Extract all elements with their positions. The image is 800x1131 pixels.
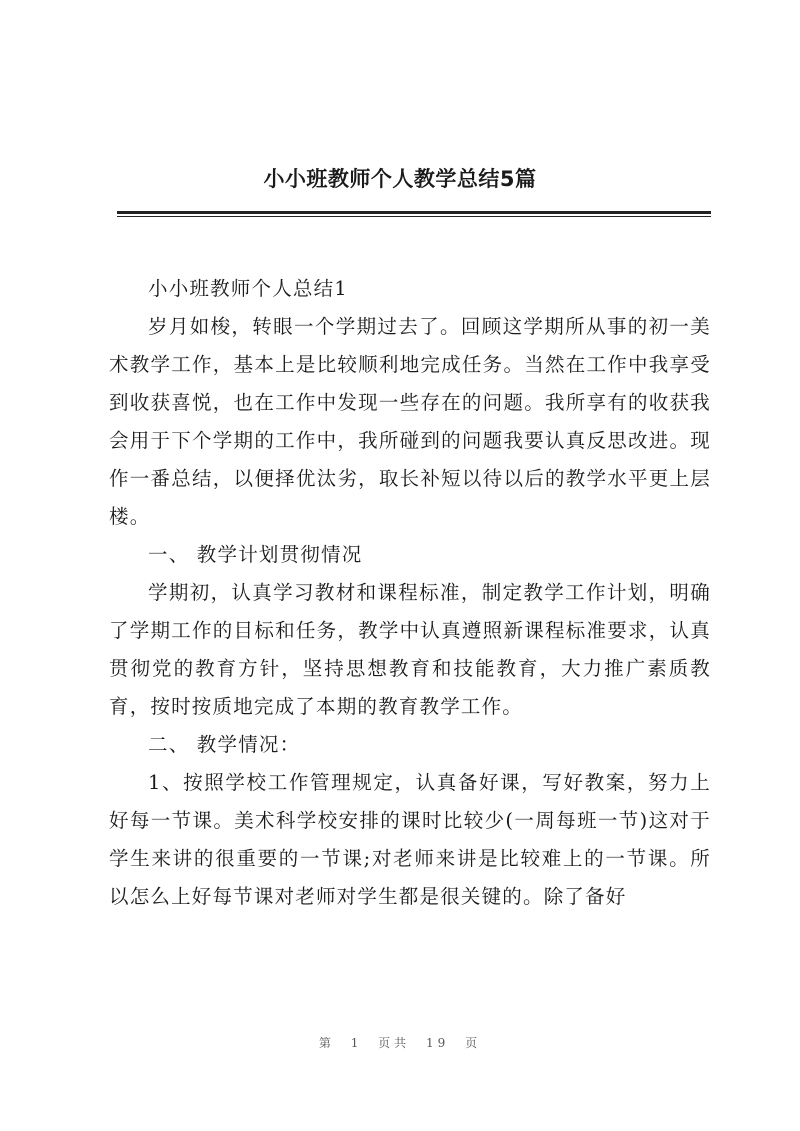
- document-body: [109, 270, 711, 916]
- section-heading: 一、 教学计划贯彻情况: [148, 543, 363, 566]
- document-title: 小小班教师个人教学总结5篇: [263, 167, 537, 191]
- section-heading: 小小班教师个人总结1: [148, 277, 348, 300]
- body-paragraph: 岁月如梭，转眼一个学期过去了。回顾这学期所从事的初一美术教学工作，基本上是比较顺利地完成任务。当然在工作中我享受到收获喜悦，也在工作中发现一些存在的问题。我所享有的收获我会用于下个学期的工作中，我所碰到的问题我要认真反思改进。现作一番总结，以便择优汰劣，取长补短以待以后的教学水平更上层楼。: [109, 315, 711, 528]
- footer-total-pages: 19: [426, 1036, 450, 1050]
- footer-middle: 页共: [378, 1036, 411, 1050]
- footer-prefix: 第: [318, 1036, 335, 1050]
- footer-page-number: 1: [350, 1036, 363, 1050]
- title-divider-thin: [117, 216, 711, 217]
- page-footer: [0, 1034, 800, 1051]
- body-paragraph: 学期初，认真学习教材和课程标准，制定教学工作计划，明确了学期工作的目标和任务，教学中认真遵照新课程标准要求，认真贯彻党的教育方针，坚持思想教育和技能教育，大力推广素质教育，按时按质地完成了本期的教育教学工作。: [109, 581, 711, 718]
- body-paragraph: 1、按照学校工作管理规定，认真备好课，写好教案，努力上好每一节课。美术科学校安排的课时比较少(一周每班一节)这对于学生来讲的很重要的一节课;对老师来讲是比较难上的一节课。所以怎么上好每节课对老师对学生都是很关键的。除了备好: [109, 771, 711, 908]
- title-divider: [117, 211, 711, 214]
- footer-suffix: 页: [465, 1036, 482, 1050]
- section-heading: 二、 教学情况：: [148, 733, 301, 756]
